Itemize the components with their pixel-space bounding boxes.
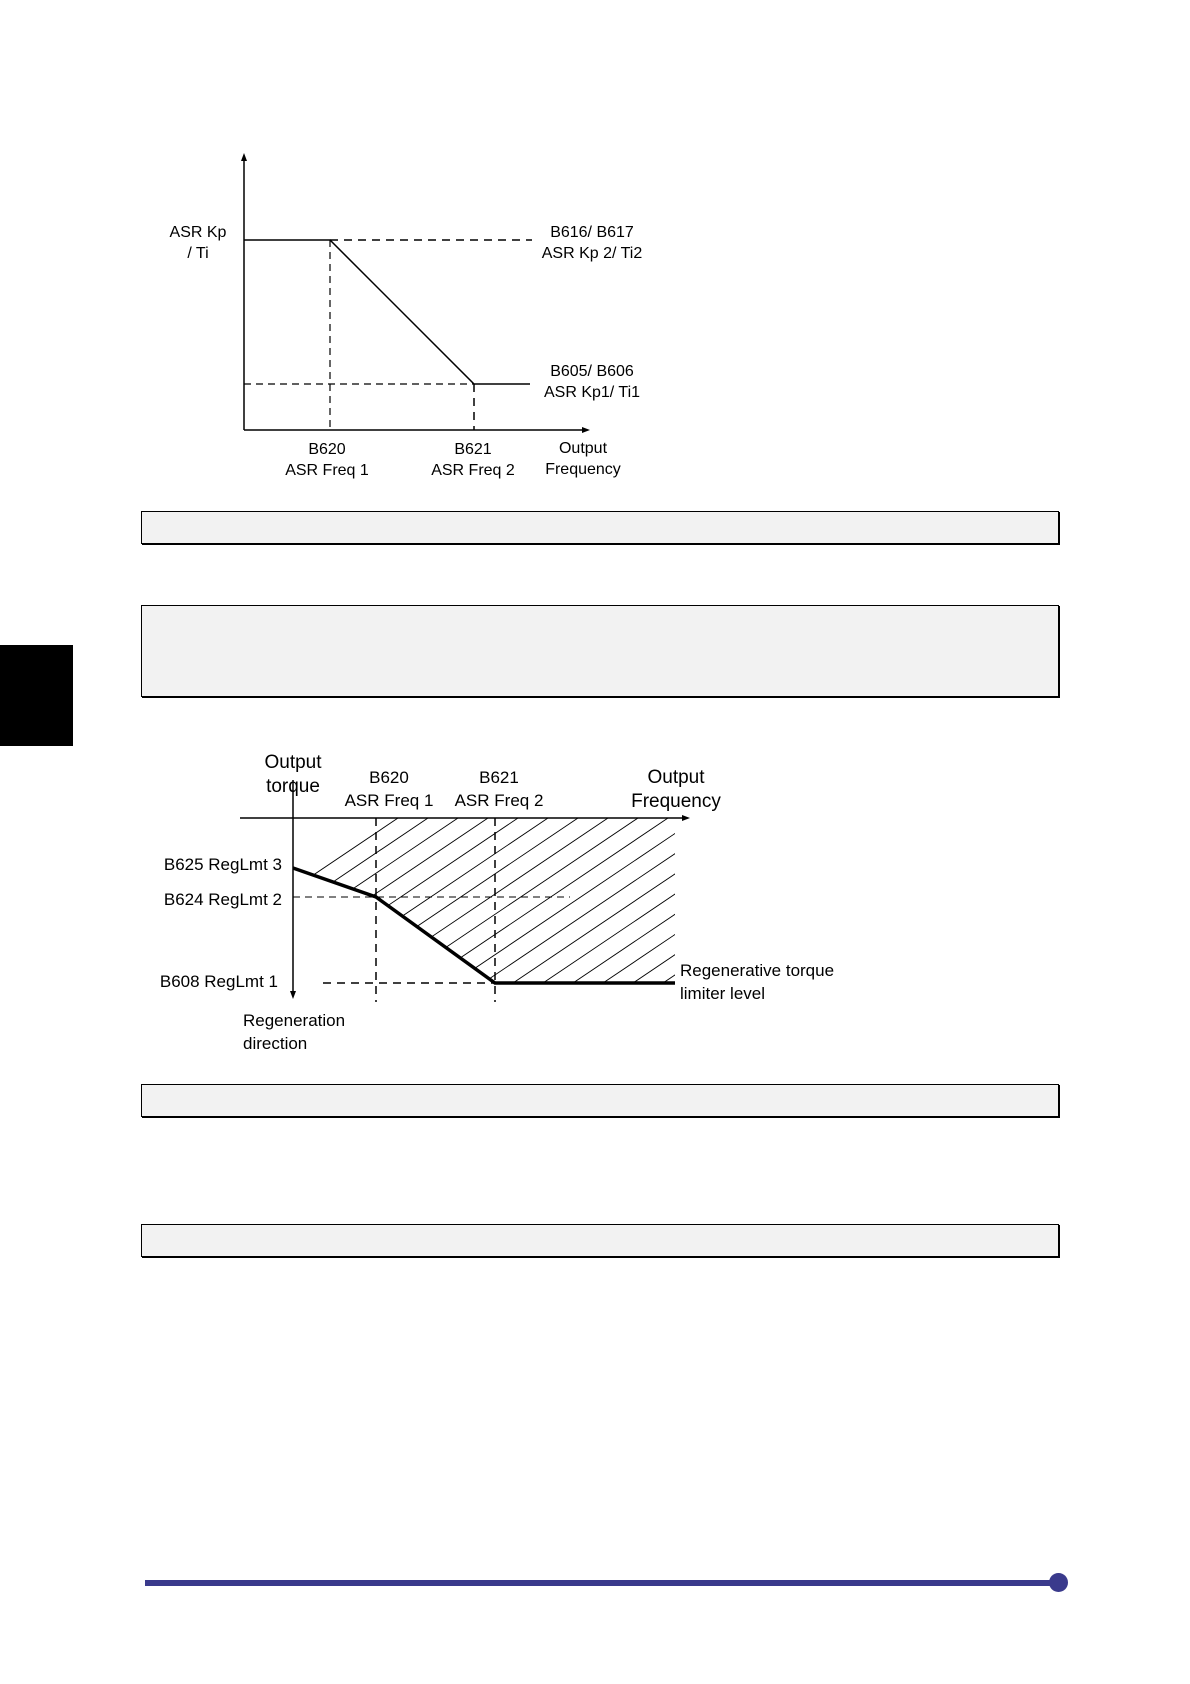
note-box <box>141 605 1059 697</box>
y-label-2: / Ti <box>187 245 209 262</box>
direction-label-1: Regeneration <box>243 1011 346 1030</box>
freq1-label-2: ASR Freq 1 <box>285 462 369 479</box>
limiter-label-1: Regenerative torque <box>680 961 835 980</box>
caption-box-1 <box>141 511 1059 544</box>
freq1-label-1: B620 <box>308 441 346 458</box>
x-axis-arrow <box>582 427 590 433</box>
footer-rule <box>145 1580 1057 1586</box>
lower-label-2: ASR Kp1/ Ti1 <box>543 384 641 401</box>
y-label-1: ASR Kp <box>169 224 227 241</box>
limiter-label-2: limiter level <box>680 984 766 1003</box>
caption-box-3 <box>141 1224 1059 1257</box>
y-axis-label-2: torque <box>266 776 320 797</box>
level2-label: B624 RegLmt 2 <box>163 890 282 909</box>
upper-label-1: B616/ B617 <box>550 224 634 241</box>
limiter-curve <box>293 868 675 983</box>
x-axis-label-1: Output <box>558 440 608 457</box>
lower-label-1: B605/ B606 <box>550 363 634 380</box>
level1-label: B608 RegLmt 1 <box>159 972 278 991</box>
freq1-label-2: ASR Freq 1 <box>344 791 434 810</box>
y-axis-label-1: Output <box>264 752 322 773</box>
caption-box-2 <box>141 1084 1059 1117</box>
freq1-label-1: B620 <box>369 768 409 787</box>
chapter-tab <box>0 645 73 746</box>
freq2-label-2: ASR Freq 2 <box>454 791 544 810</box>
x-axis-label-1: Output <box>647 767 705 788</box>
x-axis-label-2: Frequency <box>631 791 721 812</box>
asr-gain-diagram <box>0 0 1190 500</box>
x-axis-label-2: Frequency <box>545 461 621 478</box>
freq2-label-1: B621 <box>479 768 519 787</box>
x-axis-arrow <box>682 815 690 821</box>
gain-curve <box>244 240 530 384</box>
y-axis-arrow <box>241 153 247 161</box>
upper-label-2: ASR Kp 2/ Ti2 <box>541 245 643 262</box>
regen-torque-diagram <box>0 740 1190 1070</box>
freq2-label-1: B621 <box>454 441 492 458</box>
freq2-label-2: ASR Freq 2 <box>431 462 515 479</box>
direction-label-2: direction <box>243 1034 308 1053</box>
y-axis-arrow <box>290 991 296 999</box>
footer-dot <box>1049 1573 1068 1592</box>
level3-label: B625 RegLmt 3 <box>163 855 282 874</box>
